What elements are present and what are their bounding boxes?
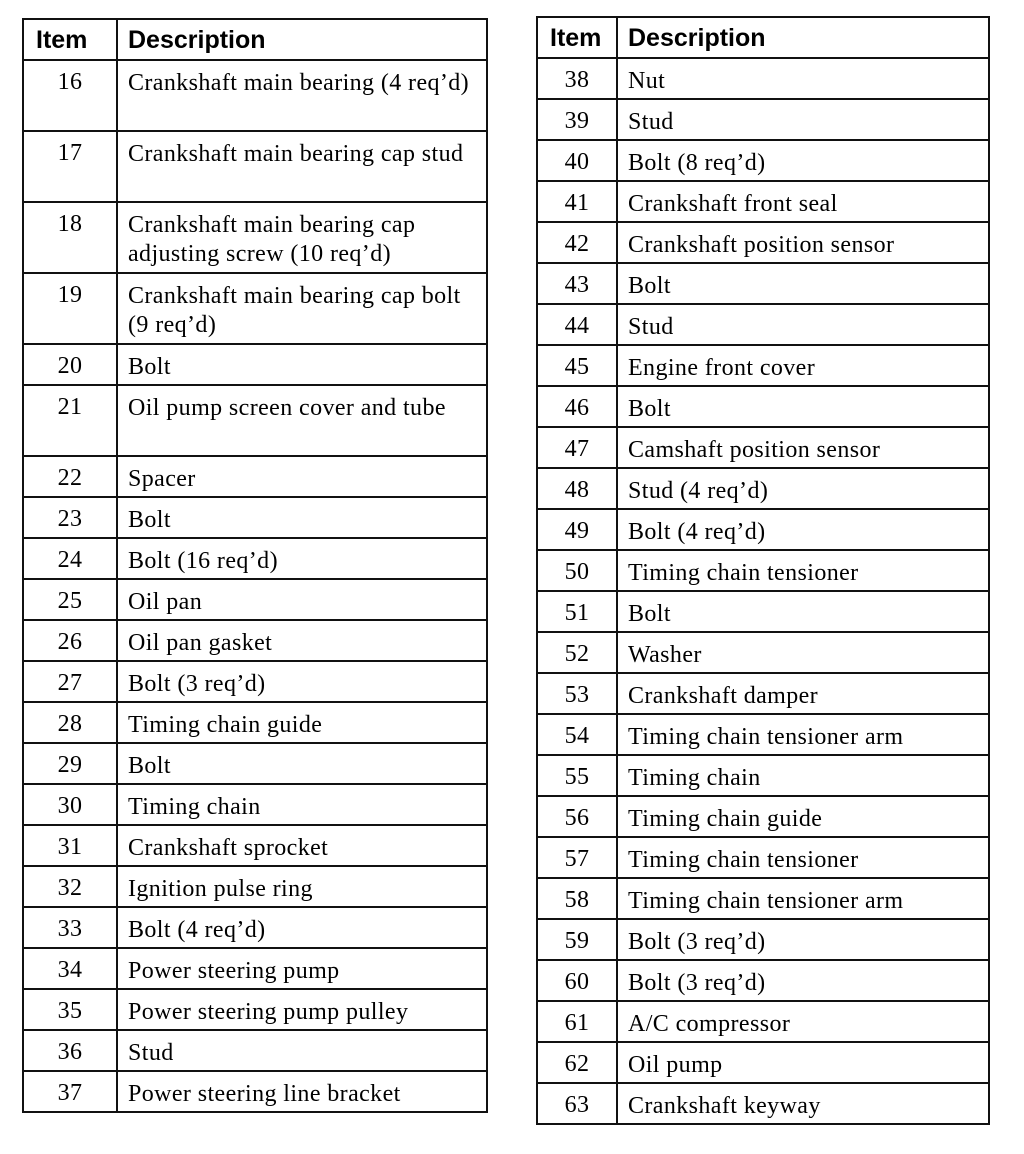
item-number: 16 — [23, 60, 117, 131]
item-number: 18 — [23, 202, 117, 273]
description-column-header: Description — [117, 19, 487, 60]
item-description: Crankshaft sprocket — [117, 825, 487, 866]
item-number: 58 — [537, 878, 617, 919]
item-number: 17 — [23, 131, 117, 202]
item-number: 47 — [537, 427, 617, 468]
item-description: Crankshaft main bearing cap stud — [117, 131, 487, 202]
item-number: 45 — [537, 345, 617, 386]
table-row — [23, 661, 487, 702]
item-number: 39 — [537, 99, 617, 140]
item-description: Bolt — [117, 743, 487, 784]
item-number: 62 — [537, 1042, 617, 1083]
table-row — [537, 837, 989, 878]
item-description: Washer — [617, 632, 989, 673]
item-description: Bolt — [117, 344, 487, 385]
table-row — [23, 273, 487, 344]
table-row — [23, 702, 487, 743]
item-description: Bolt — [117, 497, 487, 538]
item-description: Crankshaft main bearing cap adjusting screw (10 req’d) — [117, 202, 487, 273]
table-row — [537, 550, 989, 591]
table-row — [537, 181, 989, 222]
table-row — [537, 386, 989, 427]
item-description: Bolt (16 req’d) — [117, 538, 487, 579]
table-row — [23, 131, 487, 202]
item-number: 41 — [537, 181, 617, 222]
item-description: Engine front cover — [617, 345, 989, 386]
item-description: Crankshaft position sensor — [617, 222, 989, 263]
item-number: 40 — [537, 140, 617, 181]
item-description: Bolt (3 req’d) — [117, 661, 487, 702]
item-description: Power steering line bracket — [117, 1071, 487, 1112]
item-description: Camshaft position sensor — [617, 427, 989, 468]
table-row — [23, 538, 487, 579]
table-row — [537, 591, 989, 632]
table-row — [23, 989, 487, 1030]
table-row — [23, 385, 487, 456]
item-description: Stud — [617, 99, 989, 140]
item-description: Bolt (4 req’d) — [117, 907, 487, 948]
item-number: 57 — [537, 837, 617, 878]
item-description: Oil pump — [617, 1042, 989, 1083]
item-number: 19 — [23, 273, 117, 344]
item-description: Bolt (8 req’d) — [617, 140, 989, 181]
item-column-header: Item — [23, 19, 117, 60]
table-row — [23, 743, 487, 784]
table-row — [23, 202, 487, 273]
table-row — [23, 948, 487, 989]
table-row — [23, 579, 487, 620]
item-number: 43 — [537, 263, 617, 304]
item-number: 25 — [23, 579, 117, 620]
table-row — [537, 796, 989, 837]
item-number: 61 — [537, 1001, 617, 1042]
item-number: 38 — [537, 58, 617, 99]
item-description: Bolt (3 req’d) — [617, 960, 989, 1001]
table-row — [23, 907, 487, 948]
item-description: Spacer — [117, 456, 487, 497]
item-number: 51 — [537, 591, 617, 632]
item-description: Timing chain tensioner — [617, 550, 989, 591]
item-column-header: Item — [537, 17, 617, 58]
item-description: Bolt (3 req’d) — [617, 919, 989, 960]
item-number: 55 — [537, 755, 617, 796]
description-column-header: Description — [617, 17, 989, 58]
item-number: 48 — [537, 468, 617, 509]
item-number: 56 — [537, 796, 617, 837]
table-row — [23, 866, 487, 907]
item-description: Crankshaft main bearing cap bolt (9 req’d) — [117, 273, 487, 344]
item-number: 59 — [537, 919, 617, 960]
table-row — [537, 1083, 989, 1124]
item-number: 27 — [23, 661, 117, 702]
item-description: Oil pan gasket — [117, 620, 487, 661]
item-number: 60 — [537, 960, 617, 1001]
item-description: Timing chain guide — [617, 796, 989, 837]
item-number: 44 — [537, 304, 617, 345]
table-row — [537, 140, 989, 181]
table-row — [537, 304, 989, 345]
item-number: 63 — [537, 1083, 617, 1124]
item-description: Crankshaft front seal — [617, 181, 989, 222]
item-number: 23 — [23, 497, 117, 538]
item-number: 33 — [23, 907, 117, 948]
parts-table-right — [536, 16, 990, 1125]
item-description: Crankshaft keyway — [617, 1083, 989, 1124]
item-description: Nut — [617, 58, 989, 99]
table-row — [23, 784, 487, 825]
item-number: 46 — [537, 386, 617, 427]
item-description: Timing chain tensioner arm — [617, 878, 989, 919]
item-description: Timing chain tensioner arm — [617, 714, 989, 755]
table-row — [537, 263, 989, 304]
table-row — [23, 620, 487, 661]
item-description: Oil pump screen cover and tube — [117, 385, 487, 456]
item-description: Bolt — [617, 263, 989, 304]
item-number: 31 — [23, 825, 117, 866]
table-row — [23, 1071, 487, 1112]
item-number: 53 — [537, 673, 617, 714]
item-description: Ignition pulse ring — [117, 866, 487, 907]
item-description: Timing chain guide — [117, 702, 487, 743]
item-description: Bolt — [617, 386, 989, 427]
table-row — [537, 509, 989, 550]
item-number: 37 — [23, 1071, 117, 1112]
table-row — [537, 673, 989, 714]
item-description: Stud — [617, 304, 989, 345]
item-description: A/C compressor — [617, 1001, 989, 1042]
table-row — [23, 1030, 487, 1071]
item-number: 52 — [537, 632, 617, 673]
item-description: Oil pan — [117, 579, 487, 620]
table-row — [537, 99, 989, 140]
table-row — [537, 714, 989, 755]
table-row — [537, 58, 989, 99]
item-number: 29 — [23, 743, 117, 784]
table-row — [537, 1001, 989, 1042]
item-number: 28 — [23, 702, 117, 743]
item-number: 32 — [23, 866, 117, 907]
table-row — [537, 755, 989, 796]
item-description: Bolt (4 req’d) — [617, 509, 989, 550]
table-row — [537, 222, 989, 263]
table-row — [23, 497, 487, 538]
item-number: 24 — [23, 538, 117, 579]
table-row — [537, 960, 989, 1001]
table-row — [537, 427, 989, 468]
item-description: Power steering pump — [117, 948, 487, 989]
table-row — [537, 468, 989, 509]
item-description: Crankshaft damper — [617, 673, 989, 714]
item-number: 49 — [537, 509, 617, 550]
parts-table-left — [22, 18, 488, 1113]
item-number: 42 — [537, 222, 617, 263]
item-number: 20 — [23, 344, 117, 385]
item-number: 30 — [23, 784, 117, 825]
item-description: Stud — [117, 1030, 487, 1071]
table-row — [23, 456, 487, 497]
item-description: Crankshaft main bearing (4 req’d) — [117, 60, 487, 131]
item-number: 36 — [23, 1030, 117, 1071]
table-row — [23, 60, 487, 131]
item-description: Bolt — [617, 591, 989, 632]
table-row — [537, 1042, 989, 1083]
item-number: 21 — [23, 385, 117, 456]
item-description: Timing chain tensioner — [617, 837, 989, 878]
item-number: 22 — [23, 456, 117, 497]
table-row — [23, 344, 487, 385]
item-number: 50 — [537, 550, 617, 591]
item-description: Stud (4 req’d) — [617, 468, 989, 509]
table-header-row — [537, 17, 989, 58]
item-description: Timing chain — [117, 784, 487, 825]
table-row — [23, 825, 487, 866]
item-number: 54 — [537, 714, 617, 755]
item-number: 34 — [23, 948, 117, 989]
table-header-row — [23, 19, 487, 60]
item-description: Power steering pump pulley — [117, 989, 487, 1030]
table-row — [537, 919, 989, 960]
table-row — [537, 632, 989, 673]
item-number: 35 — [23, 989, 117, 1030]
item-description: Timing chain — [617, 755, 989, 796]
item-number: 26 — [23, 620, 117, 661]
table-row — [537, 878, 989, 919]
table-row — [537, 345, 989, 386]
